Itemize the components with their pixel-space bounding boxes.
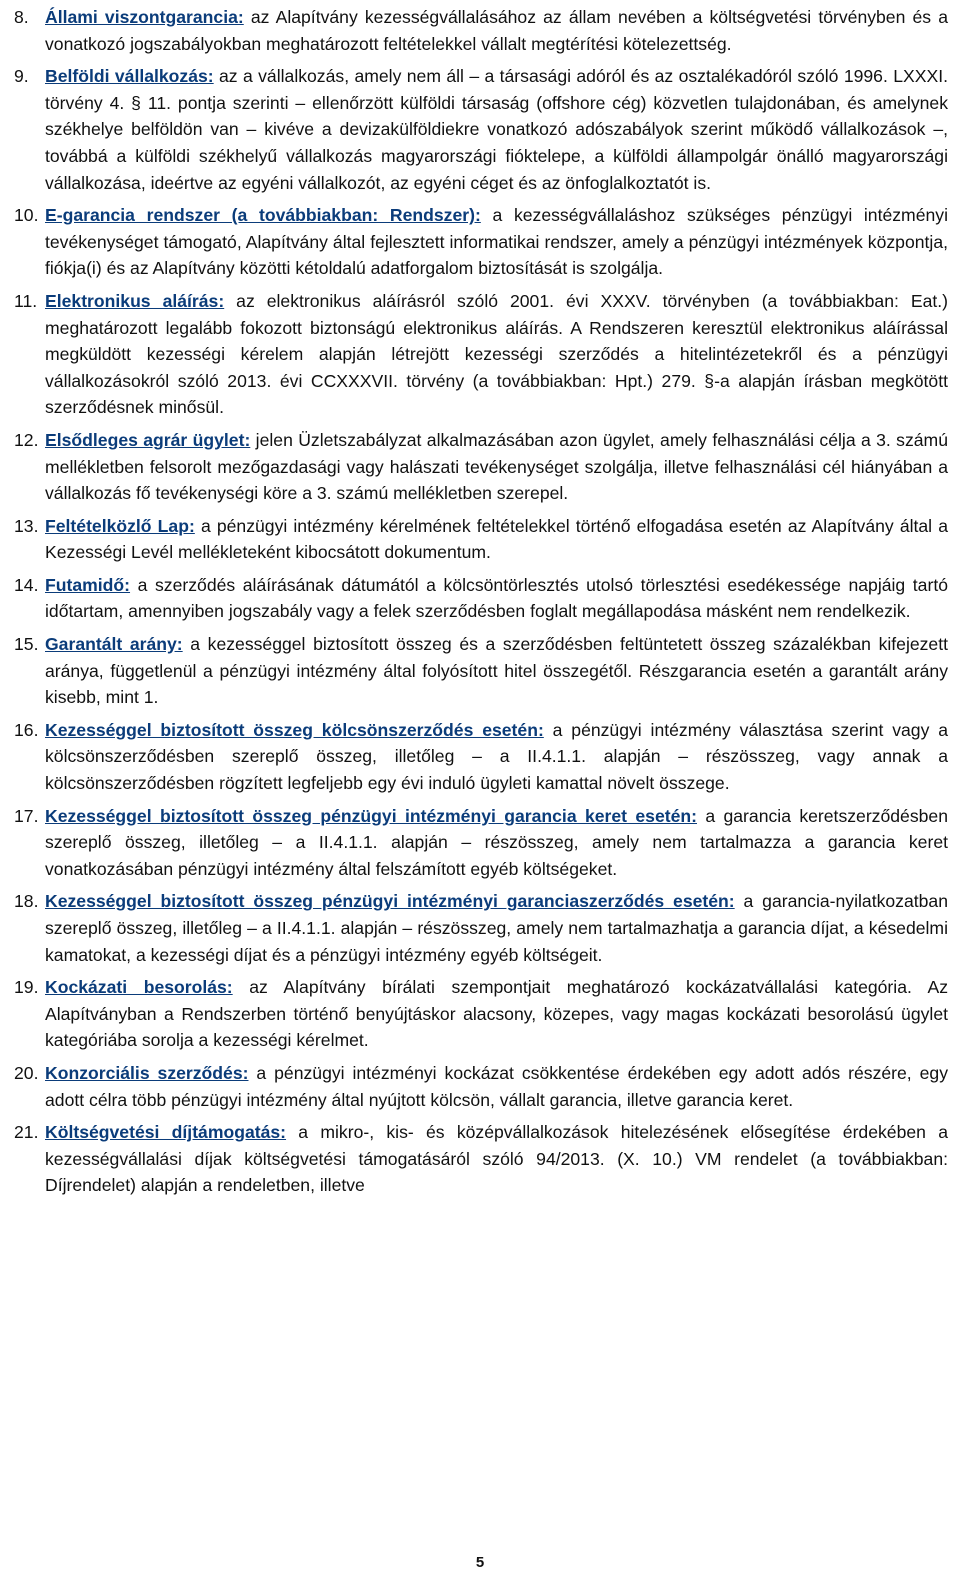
definition-body: a pénzügyi intézmény választása szerint vagy a kölcsönszerződésben szereplő összeg, illetőleg – a II.4.1.1. alapján – részösszeg, vagy annak a kölcsönszerződésben rögzített legfeljebb egy évi induló ügyleti kamattal növelt összege.: [45, 719, 948, 794]
definition-item: [14, 888, 948, 968]
item-text: [45, 717, 948, 797]
definition-body: az Alapítvány kezességvállalásához az állam nevében a költségvetési törvényben és a vonatkozó jogszabályokban meghatározott feltételekkel vállalt megtérítési kötelezettség.: [45, 7, 948, 54]
definition-item: [14, 202, 948, 282]
defined-term: Elsődleges agrár ügylet:: [45, 429, 251, 450]
definition-item: [14, 1060, 948, 1113]
item-number: 13.: [14, 515, 39, 536]
item-text: [45, 974, 948, 1054]
defined-term: Költségvetési díjtámogatás:: [45, 1122, 287, 1143]
defined-term: Elektronikus aláírás:: [45, 290, 225, 311]
item-text: [45, 4, 948, 57]
definition-body: az Alapítvány bírálati szempontjait meghatározó kockázatvállalási kategória. Az Alapítványban a Rendszerben történő benyújtáskor alacsony, közepes, vagy magas kockázati besorolású ügylet kategóriába sorolja a kezességi kérelmet.: [45, 977, 948, 1051]
definition-item: [14, 717, 948, 797]
item-text: [45, 288, 948, 421]
definition-item: [14, 572, 948, 625]
item-number: 8.: [14, 7, 29, 27]
defined-term: E-garancia rendszer (a továbbiakban: Rendszer):: [45, 205, 481, 226]
item-text: [45, 63, 948, 196]
item-number: 20.: [14, 1062, 39, 1083]
item-number: 14.: [14, 574, 39, 595]
definition-item: [14, 974, 948, 1054]
item-number: 16.: [14, 719, 39, 740]
definition-body: a mikro-, kis- és középvállalkozások hitelezésének elősegítése érdekében a kezességvállalási díjak költségvetési támogatásáról szóló 94/2013. (X. 10.) VM rendelet (a továbbiakban: Díjrendelet) alapján a rendeletben, illetve: [45, 1122, 948, 1196]
item-text: [45, 631, 948, 711]
defined-term: Állami viszontgarancia:: [45, 7, 244, 27]
definition-list: [14, 4, 948, 1205]
definition-item: [14, 513, 948, 566]
definition-body: a pénzügyi intézmény kérelmének feltételekkel történő elfogadása esetén az Alapítvány által a Kezességi Levél mellékleteként kibocsátott dokumentum.: [45, 515, 948, 563]
definition-body: a pénzügyi intézményi kockázat csökkentése érdekében egy adott adós részére, egy adott célra több pénzügyi intézmény által nyújtott kölcsön, vállalt garancia, illetve garancia keret.: [45, 1062, 948, 1110]
defined-term: Garantált arány:: [45, 634, 183, 655]
definition-body: a garancia-nyilatkozatban szereplő összeg, illetőleg – a II.4.1.1. alapján – részösszeg, amely nem tartalmazhatja a garancia díjat, a késedelmi kamatokat, a kezességi díjat és a pénzügyi intézmény egyéb költségeit.: [45, 891, 948, 965]
page-number: 5: [475, 1554, 485, 1571]
definition-body: a szerződés aláírásának dátumától a kölcsöntörlesztés utolsó törlesztési esedékessége napjáig tartó időtartam, amennyiben jogszabály vagy a felek szerződésben foglalt megállapodása másként nem rendelkezik.: [45, 574, 948, 622]
definition-body: a garancia keretszerződésben szereplő összeg, illetőleg – a II.4.1.1. alapján – részösszeg, amely nem tartalmazza a garancia keret vonatkozásában pénzügyi intézmény által felszámított egyéb költségeket.: [45, 805, 948, 879]
item-text: [45, 1060, 948, 1113]
definition-item: [14, 1119, 948, 1199]
definition-item: [14, 631, 948, 711]
definition-item: [14, 427, 948, 507]
item-text: [45, 427, 948, 507]
item-number: 9.: [14, 66, 29, 87]
item-number: 17.: [14, 805, 39, 826]
item-text: [45, 1119, 948, 1199]
defined-term: Kezességgel biztosított összeg kölcsönszerződés esetén:: [45, 719, 544, 740]
item-number: 15.: [14, 634, 39, 655]
item-number: 18.: [14, 891, 39, 912]
definition-item: [14, 803, 948, 883]
definition-body: a kezességgel biztosított összeg és a szerződésben feltüntetett összeg százalékban kifejezett aránya, függetlenül a pénzügyi intézmény által folyósított hitel összegétől. Részgarancia esetén a garantált arány kisebb, mint 1.: [45, 634, 948, 708]
item-number: 10.: [14, 205, 39, 226]
defined-term: Konzorciális szerződés:: [45, 1062, 249, 1083]
definition-body: az a vállalkozás, amely nem áll – a társasági adóról és az osztalékadóról szóló 1996. LXXXI. törvény 4. § 11. pontja szerinti – ellenőrzött külföldi társaság (offshore cég) közvetlen tulajdonában, és amelynek székhelye belföldön van – kivéve a devizakülföldiekre vonatkozó adószabályok szerint működő vállalkozások –, továbbá a külföldi székhelyű vállalkozás magyarországi fióktelepe, a külföldi állampolgár önálló magyarországi vállalkozása, ideértve az egyéni vállalkozót, az egyéni céget és az önfoglalkoztatót is.: [45, 66, 948, 193]
item-text: [45, 513, 948, 566]
item-text: [45, 888, 948, 968]
definition-body: a kezességvállaláshoz szükséges pénzügyi intézményi tevékenységet támogató, Alapítvány által fejlesztett informatikai rendszer, amely a pénzügyi intézmények központja, fiókja(i) és az Alapítvány közötti kétoldalú adatforgalom biztosítását is szolgálja.: [45, 205, 948, 279]
item-text: [45, 572, 948, 625]
definition-body: jelen Üzletszabályzat alkalmazásában azon ügylet, amely felhasználási célja a 3. számú mellékletben felsorolt mezőgazdasági vagy halászati tevékenységet szolgálja, illetve felhasználási cél hiányában a vállalkozás fő tevékenységi köre a 3. számú mellékletben szerepel.: [45, 429, 948, 504]
item-text: [45, 202, 948, 282]
definition-item: [14, 288, 948, 421]
defined-term: Kezességgel biztosított összeg pénzügyi intézményi garanciaszerződés esetén:: [45, 891, 735, 912]
defined-term: Kockázati besorolás:: [45, 977, 233, 998]
defined-term: Kezességgel biztosított összeg pénzügyi intézményi garancia keret esetén:: [45, 805, 697, 826]
definition-body: az elektronikus aláírásról szóló 2001. évi XXXV. törvényben (a továbbiakban: Eat.) meghatározott legalább fokozott biztonságú elektronikus aláírás. A Rendszeren keresztül elektronikus aláírással megküldött kezességi kérelem alapján létrejött kezességi szerződés a hitelintézetekről és a pénzügyi vállalkozásokról szóló 2013. évi CCXXXVII. törvény (a továbbiakban: Hpt.) 279. §-a alapján írásban megkötött szerződésnek minősül.: [45, 290, 949, 418]
item-number: 21.: [14, 1122, 39, 1143]
definition-item: [14, 63, 948, 196]
item-text: [45, 803, 948, 883]
defined-term: Feltételközlő Lap:: [45, 515, 195, 536]
definition-item: [14, 4, 948, 57]
defined-term: Futamidő:: [45, 574, 131, 595]
item-number: 19.: [14, 977, 39, 998]
defined-term: Belföldi vállalkozás:: [45, 66, 214, 87]
item-number: 12.: [14, 429, 39, 450]
item-number: 11.: [14, 290, 38, 311]
